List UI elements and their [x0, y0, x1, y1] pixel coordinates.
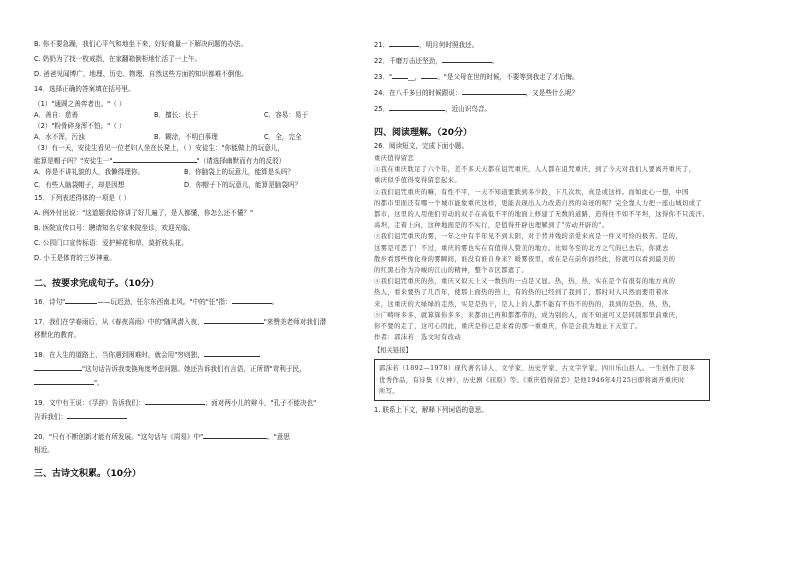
question-15-c: C. 公园门口宣传标语：爱护鲜花和草，莫折枝头花。 — [34, 239, 188, 247]
question-16 — [34, 297, 364, 307]
option-d: D．你帽子下的玩意儿，能算是脑袋吗？ — [184, 181, 302, 189]
article-author: 作者：郭沫若 选文时有改动 — [374, 334, 462, 342]
answer-blank[interactable] — [204, 317, 264, 324]
stem-text: 。"是父母在世的时候，不要等到我走了才后悔。 — [437, 73, 579, 81]
question-26-1: 1. 联系上下文，解释下列词语的意思。 — [374, 406, 488, 415]
option-b: B．糊涂，不明白事理 — [154, 133, 218, 141]
paragraph-2-cont: 的都市里面还有哪一个城市能象重庆这样，更能表现出人力改造自然的奇迹的呢？完全靠人力把一座山城切成了 — [374, 199, 703, 207]
related-link-label: 【相关链接】 — [374, 347, 412, 355]
answer-blank[interactable] — [113, 156, 197, 163]
answer-blank[interactable] — [389, 40, 419, 47]
stem-text: 。 — [271, 298, 279, 306]
paragraph-3: ③我们诅咒重庆的雾，一年之中有半年见不到太阳，对于背井残的亲爱来真是一件又可怜的极苦。是的， — [374, 233, 683, 241]
question-22 — [374, 56, 710, 66]
question-14-2-options — [34, 131, 364, 144]
question-17 — [34, 317, 364, 327]
option-a: A．水不浑，污浊 — [34, 133, 85, 141]
stem-text: 24．在八千多日的时候跟说： — [374, 89, 462, 97]
stem-text: ；面对两小儿的辩斗，"孔子不能决也" — [204, 399, 317, 407]
question-25 — [374, 104, 710, 114]
question-15-b: B. 医院宣传口号：聘请知名专家来院坐诊，欢迎光临。 — [34, 224, 195, 232]
answer-blank[interactable] — [67, 412, 127, 419]
question-18 — [34, 350, 364, 360]
question-14: 14．选择正确的答案填在括号里。 — [34, 85, 135, 93]
stem-text: "来赞美老师对我们潜 — [263, 318, 327, 326]
paragraph-5: ⑤广畴呀多多，就算算你多多，来都由已再和都都带的，成为别的人，而不知道可又是同别那里前重庆， — [374, 311, 683, 319]
stem-text: 23．" — [374, 73, 393, 81]
answer-blank[interactable] — [34, 378, 94, 385]
question-18-cont — [34, 364, 364, 374]
answer-blank[interactable] — [389, 104, 445, 111]
answer-blank[interactable] — [145, 398, 205, 405]
answer-blank[interactable] — [462, 88, 526, 95]
paragraph-4-cont: 来，这重庆的大绿绿的走然，实是是热干，是人上的人都不能有不热不的热的，我到的是热，热，热， — [374, 300, 676, 308]
option-c: C．全，完全 — [264, 133, 302, 141]
question-15-a: A. 例外付出说："这道题我给你讲了好几遍了，是人都懂，你怎么还不懂？" — [34, 209, 254, 217]
stem-text: 25． — [374, 105, 389, 113]
question-19 — [34, 398, 364, 408]
left-column — [34, 40, 364, 481]
related-link-text: 所写。 — [379, 387, 400, 395]
question-20-cont: 相近。 — [34, 446, 54, 454]
question-14-3-options-row2 — [34, 179, 364, 192]
question-23 — [374, 72, 710, 82]
answer-blank[interactable] — [204, 350, 260, 357]
option-c: C．容易：易于 — [264, 111, 309, 119]
stem-text: 17．我们在学春雨后，从《春夜喜雨》中的"随风潜入夜， — [34, 318, 204, 326]
paragraph-2: ②我们诅咒重庆的嘛，有性不平，一天不知道要跌到多少跤，下几次坎，真是或这样。而如此心一想，中国 — [374, 188, 689, 196]
option-b: B．你脑袋上的玩意儿，能算是头吗？ — [184, 168, 295, 176]
stem-text: 19．文中有王说：《孚辞》告诉我们： — [34, 399, 145, 407]
paragraph-3-cont: 的红黑石作为冷峻的江山的精神，整个市区都遮了。 — [374, 267, 529, 275]
question-17-cont: 移默化的教育。 — [34, 331, 81, 339]
paragraph-4: ④我们诅咒重庆的热，重庆又似天上又一数热的一点是又显。热，热，热，实在是个有很有的地方真的 — [374, 278, 676, 286]
stem-text: __， — [408, 73, 422, 81]
question-14-1: （1）"通圆之善弈者也。"（ ） — [34, 100, 126, 108]
stem-text: ，近山识鸟音。 — [444, 105, 492, 113]
question-14-3-blank-line — [34, 156, 364, 166]
option-d: D. 爸爸见闻博广，地理、历史、物理、自然这些方面的知识都难不倒他。 — [34, 70, 248, 78]
stem-text: 18．在人生的道路上，当你遇到困难时，就会用"穷则独， — [34, 351, 204, 359]
option-c: C．有些人脑袋帽子，却是因想 — [34, 181, 125, 189]
question-14-2: （2）"粉骨碎身浑不怕。"（ ） — [34, 122, 126, 130]
stem-text: 告诉我们： — [34, 413, 67, 421]
answer-blank[interactable] — [421, 72, 437, 79]
paragraph-2-cont: 都市，这里的人用他们劳动的双手在高低不平的地面上修建了无数的道路，造得住不如不平坦，这得你不只流汗。 — [374, 211, 709, 219]
stem-text: ——玩迟劲，任尔东西南北风。"中的"任"指： — [97, 298, 232, 306]
right-column — [374, 40, 710, 415]
paragraph-3-cont: 这雾是可恶了！不过，重庆的雾也实在有值得人赞美的地方。比如冬至的北方之气的已去后，你就去 — [374, 244, 669, 252]
answer-blank[interactable] — [232, 297, 272, 304]
paragraph-1-cont: 重庆似乎值得变得留恋起来。 — [374, 177, 462, 185]
question-20 — [34, 432, 364, 442]
answer-blank[interactable] — [65, 297, 97, 304]
stem-text: "（请选择幽默而有力的反驳） — [196, 157, 286, 165]
question-21 — [374, 40, 710, 50]
question-15-d: D. 小王是体育的三岁神童。 — [34, 254, 116, 262]
stem-text: 。"意思 — [267, 433, 290, 441]
section-3-heading: 三、古诗文积累。（10分） — [34, 469, 142, 479]
stem-text: 16．诗句" — [34, 298, 66, 306]
option-a: A．善自：慈善 — [34, 111, 79, 119]
stem-text: ，又是些什么呢？ — [525, 89, 579, 97]
related-link-box — [374, 359, 710, 401]
paragraph-2-cont: 高坦，走着上向，这种地面是的不实行，是值得开辟也理解到了"劳动开辟的"。 — [374, 222, 609, 230]
section-4-heading: 四、阅读理解。（20分） — [374, 128, 473, 138]
section-2-heading: 二、按要求完成句子。（10分） — [34, 279, 160, 289]
question-15: 15．下列表述得体的一项是（ ） — [34, 194, 131, 202]
question-26: 26．阅读短文，完成下面小题。 — [374, 142, 469, 150]
question-18-end — [34, 378, 364, 388]
option-a: A．你是不讲礼貌的人，我懒得理你。 — [34, 168, 145, 176]
option-c: C. 奶奶为了找一枚戒指，在家翻箱倒柜地忙活了一上午。 — [34, 55, 202, 63]
article-title: 重庆值得留恋 — [374, 155, 415, 162]
stem-text: 20．"只有不断创新才能有所发展。"这句话与《周易》中" — [34, 433, 204, 441]
option-b: B. 你不要急躁，我们心平气和地坐下来，好好商量一下解决问题的办法。 — [34, 40, 248, 48]
article-body — [374, 164, 710, 343]
option-b: B．擅长：长于 — [154, 111, 199, 119]
stem-text: "。 — [94, 379, 104, 387]
answer-blank[interactable] — [392, 72, 408, 79]
question-14-3-options-row1 — [34, 166, 364, 179]
stem-text: 。 — [491, 57, 499, 65]
question-19-cont — [34, 412, 364, 422]
stem-text: ，明月何时照我还。 — [418, 41, 479, 49]
answer-blank[interactable] — [442, 56, 492, 63]
answer-blank[interactable] — [34, 364, 82, 371]
stem-text: 22．千磨万击还坚劲， — [374, 57, 442, 65]
paragraph-5-cont: 你不要的走了，这可心因此，重庆是你已是来看的那一重重庆，你是会我为地止下天室了。 — [374, 323, 642, 331]
answer-blank[interactable] — [203, 432, 267, 439]
related-link-text: 优秀作品，有诗集《女神》，历史剧《屈原》等。《重庆值得留恋》是他1946年4月25日即将离开重庆时 — [379, 376, 685, 384]
related-link-text: 郭沫若（1892—1978）现代著名诗人、文学家、历史学家、古文字学家。四川乐山县人。一生创作了很多 — [379, 365, 696, 373]
stem-text: 能算是帽子吗？"安徒生一" — [34, 157, 113, 165]
paragraph-4-cont: 热人，看来要热了几百年，使那上面热的热上，有的热的已经到了我到了，那时对人只然而要用着冰 — [374, 289, 669, 297]
question-24 — [374, 88, 710, 98]
question-14-3-stem: （3）有一天，安徒生看见一位老妇人坐在长凳上，（ ）安徒生："你能做上的玩意儿， — [34, 144, 284, 152]
stem-text: "这句话告诉我变换角度考虑问题。她还告诉我们有言语，正所谓"苛利于民， — [82, 365, 306, 373]
stem-text: 21． — [374, 41, 389, 49]
paragraph-1: ①我在重庆耽足了六个年，差不多天天都在诅咒重庆，人人都在诅咒重庆，到了今天对我们人要离开重庆了， — [374, 166, 696, 174]
paragraph-3-cont: 散步看那些像化身的雾瞬间，谁没有谁自身来？暖雾夜里，或在是在前你而经此，你就可以看到最美的 — [374, 255, 676, 263]
question-14-1-options — [34, 109, 364, 122]
